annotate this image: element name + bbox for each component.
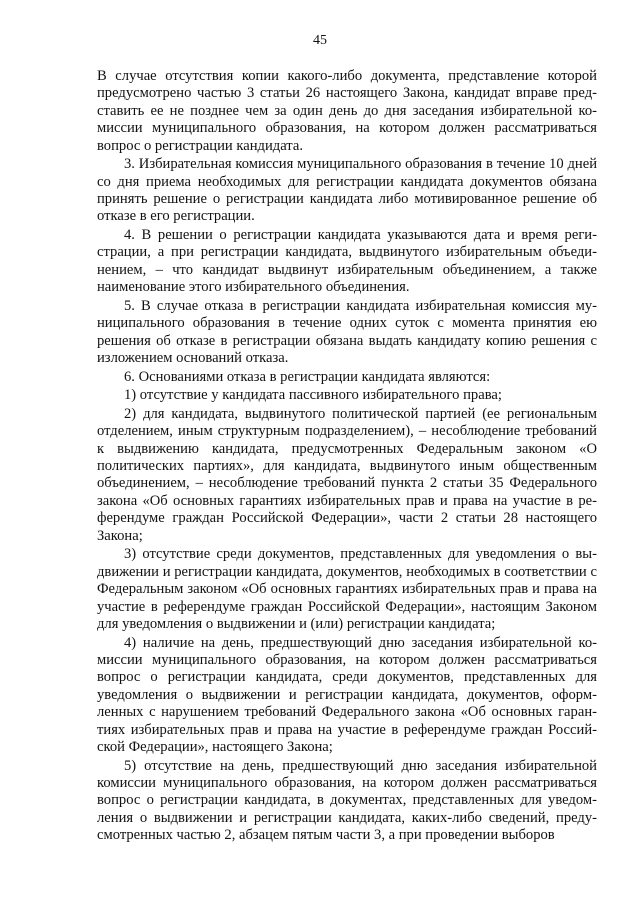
list-item-ground-2: 2) для кандидата, выдвинутого политической партией (ее региональным отделением, иным структурным подразделением), – несоблюдение требований к выдвижению кандидата, предусмотренных Федеральным законом «О политических партиях», для кандидата, выдвинутого иным общественным объединением, – несоблюдение требований пункта 2 статьи 35 Федерального закона «Об основных гарантиях избирательных прав и права на участие в референдуме граждан Российской Федерации», части 2 статьи 28 настоящего Закона; [97,405,597,544]
list-item-ground-3: 3) отсутствие среди документов, представленных для уведомления о выдвижении и регистрации кандидата, документов, необходимых в соответствии с Федеральным законом «Об основных гарантиях избирательных прав и права на участие в референдуме граждан Российской Федерации», настоящим Законом для уведомления о выдвижении и (или) регистрации кандидата; [97,546,597,632]
paragraph-refusal-grounds-heading: 6. Основаниями отказа в регистрации кандидата являются: [124,368,491,385]
list-item-ground-5: 5) отсутствие на день, предшествующий дню заседания избирательной комиссии муниципального образования, на котором должен рассматриваться вопрос о регистрации кандидата, в документах, представленных для уведомления о выдвижении и регистрации кандидата, каких-либо сведений, предусмотренных частью 2, абзацем пятым части 3, а при проведении выборов [97,757,597,844]
document-body [97,68,597,846]
paragraph-refusal-copy: 5. В случае отказа в регистрации кандидата избирательная комиссия муниципального образования в течение одних суток с момента принятия ею решения об отказе в регистрации обязана выдать кандидату копию решения с изложением оснований отказа. [97,297,597,367]
paragraph-missing-document-copy: В случае отсутствия копии какого-либо документа, представление которой предусмотрено частью 3 статьи 26 настоящего Закона, кандидат вправе представить ее не позднее чем за один день до дня заседания избирательной комиссии муниципального образования, на котором должен рассматриваться вопрос о регистрации кандидата. [97,68,597,154]
page-number: 45 [313,33,327,48]
paragraph-registration-decision-content: 4. В решении о регистрации кандидата указываются дата и время регистрации, а при регистрации кандидата, выдвинутого избирательным объединением, – что кандидат выдвинут избирательным объединением, а также наименование этого избирательного объединения. [97,227,597,296]
list-item-ground-4: 4) наличие на день, предшествующий дню заседания избирательной комиссии муниципального образования, на котором должен рассматриваться вопрос о регистрации кандидата, среди документов, представленных для уведомления о выдвижении и регистрации кандидата, документов, оформленных с нарушением требований Федерального закона «Об основных гарантиях избирательных прав и права на участие в референдуме граждан Российской Федерации», настоящего Закона; [97,634,597,755]
list-item-ground-1: 1) отсутствие у кандидата пассивного избирательного права; [124,387,502,404]
paragraph-registration-decision-term: 3. Избирательная комиссия муниципального образования в течение 10 дней со дня приема необходимых для регистрации кандидата документов обязана принять решение о регистрации кандидата либо мотивированное решение об отказе в его регистрации. [97,156,597,225]
